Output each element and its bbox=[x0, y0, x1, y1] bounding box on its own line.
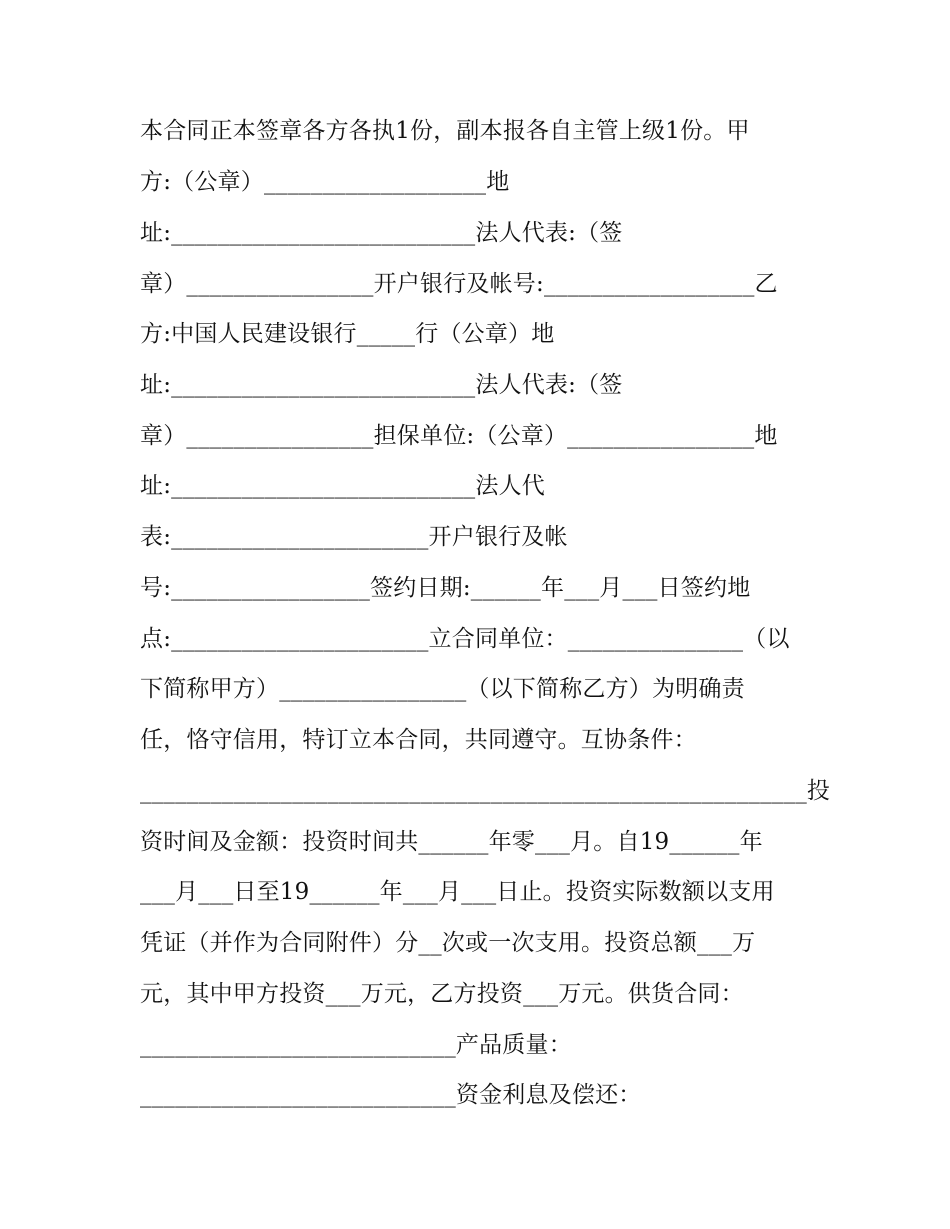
text-line: 本合同正本签章各方各执1份，副本报各自主管上级1份。甲 bbox=[140, 118, 750, 144]
text-line: 下简称甲方）________________（以下简称乙方）为明确责 bbox=[140, 676, 745, 702]
text-line: ___________________________产品质量： bbox=[140, 1032, 572, 1058]
text-line: 址:__________________________法人代表:（签 bbox=[140, 372, 623, 398]
text-line: 点:______________________立合同单位：_______________（以 bbox=[140, 626, 790, 652]
text-line: 章）________________开户银行及帐号:__________________乙 bbox=[140, 271, 778, 297]
text-line: ___月___日至19______年___月___日止。投资实际数额以支用 bbox=[140, 879, 775, 905]
text-line: 方:中国人民建设银行_____行（公章）地 bbox=[140, 321, 555, 347]
text-line: ___________________________资金利息及偿还： bbox=[140, 1082, 642, 1108]
text-line: 章）________________担保单位:（公章）________________地 bbox=[140, 423, 778, 449]
text-line: 址:__________________________法人代 bbox=[140, 473, 545, 499]
text-line: 址:__________________________法人代表:（签 bbox=[140, 220, 623, 246]
text-line: 任，恪守信用，特订立本合同，共同遵守。互协条件： bbox=[140, 727, 697, 753]
text-line: _________________________________________________________投 bbox=[140, 778, 831, 804]
text-line: 号:_________________签约日期:______年___月___日签约地 bbox=[140, 575, 751, 601]
text-line: 凭证（并作为合同附件）分__次或一次支用。投资总额___万 bbox=[140, 930, 756, 956]
text-line: 表:______________________开户银行及帐 bbox=[140, 524, 568, 550]
text-line: 元，其中甲方投资___万元，乙方投资___万元。供货合同： bbox=[140, 981, 744, 1007]
text-line: 方:（公章）___________________地 bbox=[140, 169, 510, 195]
text-line: 资时间及金额：投资时间共______年零___月。自19______年 bbox=[140, 829, 763, 855]
